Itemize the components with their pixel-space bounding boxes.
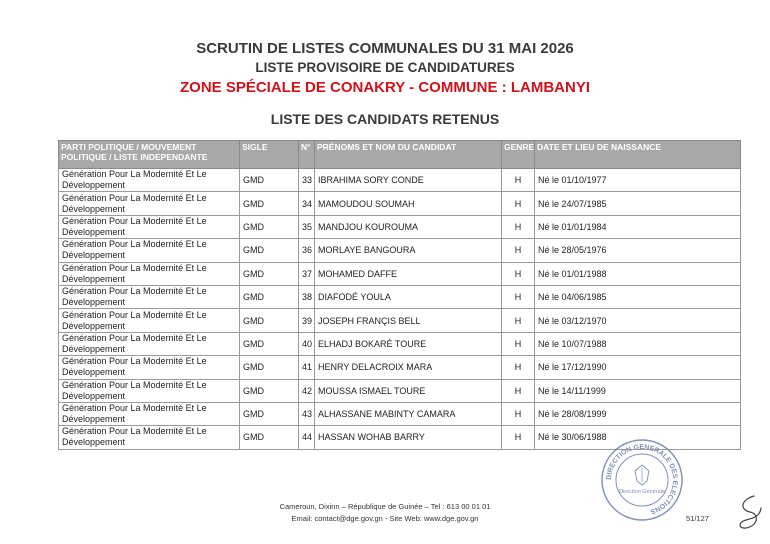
- sigle-cell: GMD: [240, 192, 299, 215]
- coat-of-arms-icon: [635, 465, 649, 485]
- table-row: [59, 215, 741, 238]
- candidate-name-cell: JOSEPH FRANÇIS BELL: [315, 309, 502, 332]
- candidates-table: [58, 140, 741, 450]
- party-cell: Génération Pour La Modernité Et Le Développement: [59, 332, 240, 355]
- genre-cell: H: [502, 356, 535, 379]
- genre-cell: H: [502, 262, 535, 285]
- birth-cell: Né le 28/08/1999: [535, 402, 741, 425]
- footer-address: Cameroun, Dixinn – République de Guinée – Tel : 613 00 01 01: [279, 502, 491, 511]
- birth-cell: Né le 01/01/1984: [535, 215, 741, 238]
- table-row: [59, 379, 741, 402]
- party-cell: Génération Pour La Modernité Et Le Développement: [59, 192, 240, 215]
- candidate-name-cell: DIAFODÉ YOULA: [315, 285, 502, 308]
- candidate-name-cell: ALHASSANE MABINTY CAMARA: [315, 402, 502, 425]
- sigle-cell: GMD: [240, 332, 299, 355]
- col-party-header: [59, 141, 240, 169]
- genre-cell: H: [502, 309, 535, 332]
- candidate-name-cell: MANDJOU KOUROUMA: [315, 215, 502, 238]
- genre-cell: H: [502, 285, 535, 308]
- candidate-name-cell: MOHAMED DAFFE: [315, 262, 502, 285]
- candidate-name-cell: HENRY DELACROIX MARA: [315, 356, 502, 379]
- party-cell: Génération Pour La Modernité Et Le Développement: [59, 356, 240, 379]
- genre-cell: H: [502, 402, 535, 425]
- party-cell: Génération Pour La Modernité Et Le Développement: [59, 379, 240, 402]
- table-header-row: [59, 141, 741, 169]
- col-party-header-line1: PARTI POLITIQUE / MOUVEMENT: [61, 142, 197, 152]
- party-cell: Génération Pour La Modernité Et Le Développement: [59, 215, 240, 238]
- sigle-cell: GMD: [240, 285, 299, 308]
- sigle-cell: GMD: [240, 356, 299, 379]
- stamp-ring-text: DIRECTION GENERALE DES ELECTIONS: [605, 443, 679, 515]
- col-genre-header: GENRE: [502, 141, 535, 169]
- title-provisional-list: LISTE PROVISOIRE DE CANDIDATURES: [255, 60, 515, 75]
- genre-cell: H: [502, 239, 535, 262]
- birth-cell: Né le 28/05/1976: [535, 239, 741, 262]
- genre-cell: H: [502, 169, 535, 192]
- handwritten-signature: [734, 492, 764, 532]
- page-number: 51/127: [686, 514, 709, 523]
- sigle-cell: GMD: [240, 426, 299, 449]
- number-cell: 44: [299, 426, 315, 449]
- candidate-name-cell: MAMOUDOU SOUMAH: [315, 192, 502, 215]
- number-cell: 41: [299, 356, 315, 379]
- sigle-cell: GMD: [240, 379, 299, 402]
- number-cell: 35: [299, 215, 315, 238]
- table-row: [59, 309, 741, 332]
- genre-cell: H: [502, 426, 535, 449]
- candidate-name-cell: MORLAYE BANGOURA: [315, 239, 502, 262]
- section-title: LISTE DES CANDIDATS RETENUS: [270, 111, 500, 127]
- birth-cell: Né le 01/10/1977: [535, 169, 741, 192]
- sigle-cell: GMD: [240, 169, 299, 192]
- birth-cell: Né le 10/07/1988: [535, 332, 741, 355]
- number-cell: 43: [299, 402, 315, 425]
- col-birth-header: DATE ET LIEU DE NAISSANCE: [535, 141, 741, 169]
- stamp-center-text: Direction Générale: [619, 489, 665, 495]
- sigle-cell: GMD: [240, 239, 299, 262]
- col-party-header-line2: POLITIQUE / LISTE INDEPENDANTE: [61, 152, 208, 162]
- number-cell: 34: [299, 192, 315, 215]
- birth-cell: Né le 14/11/1999: [535, 379, 741, 402]
- candidate-name-cell: IBRAHIMA SORY CONDE: [315, 169, 502, 192]
- party-cell: Génération Pour La Modernité Et Le Développement: [59, 262, 240, 285]
- candidate-name-cell: HASSAN WOHAB BARRY: [315, 426, 502, 449]
- table-row: [59, 169, 741, 192]
- birth-cell: Né le 30/06/1988: [535, 426, 741, 449]
- sigle-cell: GMD: [240, 262, 299, 285]
- sigle-cell: GMD: [240, 215, 299, 238]
- number-cell: 33: [299, 169, 315, 192]
- genre-cell: H: [502, 215, 535, 238]
- col-name-header: PRÉNOMS ET NOM DU CANDIDAT: [315, 141, 502, 169]
- number-cell: 37: [299, 262, 315, 285]
- table-row: [59, 285, 741, 308]
- genre-cell: H: [502, 379, 535, 402]
- candidate-name-cell: MOUSSA ISMAEL TOURE: [315, 379, 502, 402]
- party-cell: Génération Pour La Modernité Et Le Développement: [59, 285, 240, 308]
- party-cell: Génération Pour La Modernité Et Le Développement: [59, 402, 240, 425]
- birth-cell: Né le 03/12/1970: [535, 309, 741, 332]
- party-cell: Génération Pour La Modernité Et Le Développement: [59, 309, 240, 332]
- table-row: [59, 356, 741, 379]
- number-cell: 40: [299, 332, 315, 355]
- party-cell: Génération Pour La Modernité Et Le Développement: [59, 169, 240, 192]
- genre-cell: H: [502, 192, 535, 215]
- party-cell: Génération Pour La Modernité Et Le Développement: [59, 426, 240, 449]
- number-cell: 38: [299, 285, 315, 308]
- birth-cell: Né le 04/06/1985: [535, 285, 741, 308]
- birth-cell: Né le 01/01/1988: [535, 262, 741, 285]
- sigle-cell: GMD: [240, 402, 299, 425]
- candidate-name-cell: ELHADJ BOKARÉ TOURE: [315, 332, 502, 355]
- table-row: [59, 332, 741, 355]
- title-election: SCRUTIN DE LISTES COMMUNALES DU 31 MAI 2026: [196, 40, 574, 57]
- sigle-cell: GMD: [240, 309, 299, 332]
- number-cell: 39: [299, 309, 315, 332]
- title-zone-commune: ZONE SPÉCIALE DE CONAKRY - COMMUNE : LAMBANYI: [179, 79, 590, 96]
- table-row: [59, 192, 741, 215]
- number-cell: 36: [299, 239, 315, 262]
- birth-cell: Né le 24/07/1985: [535, 192, 741, 215]
- number-cell: 42: [299, 379, 315, 402]
- party-cell: Génération Pour La Modernité Et Le Développement: [59, 239, 240, 262]
- col-sigle-header: SIGLE: [240, 141, 299, 169]
- table-row: [59, 402, 741, 425]
- table-row: [59, 239, 741, 262]
- table-row: [59, 262, 741, 285]
- genre-cell: H: [502, 332, 535, 355]
- footer-contact: Email: contact@dge.gov.gn - Site Web: www.dge.gov.gn: [291, 514, 479, 523]
- col-number-header: N°: [299, 141, 315, 169]
- birth-cell: Né le 17/12/1990: [535, 356, 741, 379]
